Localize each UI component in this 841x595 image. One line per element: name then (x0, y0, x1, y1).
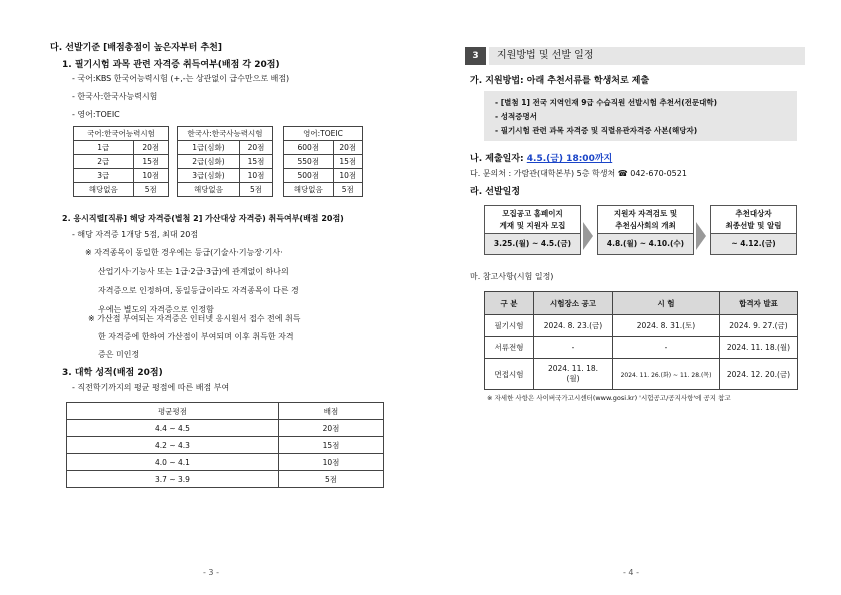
section-title-criteria: 다. 선발기준 [배점총점이 높은자부터 추천] (50, 43, 222, 53)
table-cell: - (534, 337, 613, 359)
table-header: 배점 (278, 403, 383, 420)
s2-line: ※ 가산점 부여되는 자격증은 인터넷 응시원서 접수 전에 취득 (88, 314, 301, 323)
table-cell: 5점 (278, 471, 383, 488)
step-title: 게재 및 지원자 모집 (499, 221, 566, 230)
table-cell: 4.4 ~ 4.5 (67, 420, 279, 437)
step-title: 추천심사회의 개최 (615, 221, 676, 230)
table-cell: 20점 (133, 141, 168, 155)
history-cert-table (177, 126, 273, 197)
table-cell: 해당없음 (178, 183, 240, 197)
table-cell: 2024. 11. 18.(월) (534, 359, 613, 390)
table-cell: 3.7 ~ 3.9 (67, 471, 279, 488)
how-to-apply-label: 가. 지원방법 (470, 76, 521, 86)
heading-written-test-certificates: 1. 필기시험 과목 관련 자격증 취득여부(배점 각 20점) (62, 60, 280, 70)
table-cell: 10점 (133, 169, 168, 183)
table-cell: 4.0 ~ 4.1 (67, 454, 279, 471)
how-to-apply-text: : 아래 추천서류를 학생처로 제출 (520, 76, 650, 86)
table-header: 구 분 (485, 292, 534, 315)
document-item: - 성적증명서 (495, 112, 537, 121)
submission-deadline: 4.5.(금) 18:00까지 (526, 154, 613, 164)
table-cell: 15점 (333, 155, 362, 169)
s2-line: 산업기사·기능사 또는 1급·2급·3급)에 관계없이 하나의 (98, 267, 289, 276)
table-cell: 15점 (278, 437, 383, 454)
contact-info: 다. 문의처 : 가람관(대학본부) 5층 학생처 ☎ 042-670-0521 (470, 169, 687, 178)
table-cell: 5점 (239, 183, 272, 197)
table-cell: 서류전형 (485, 337, 534, 359)
step-date: 4.8.(월) ~ 4.10.(수) (598, 233, 693, 254)
s2-line: 증은 미인정 (98, 350, 140, 359)
table-cell: 5점 (333, 183, 362, 197)
document-item: - 필기시험 관련 과목 자격증 및 직렬유관자격증 사본(해당자) (495, 126, 698, 135)
gpa-score-table (66, 402, 384, 488)
selection-schedule-heading: 라. 선발일정 (470, 187, 521, 197)
table-cell: - (613, 337, 720, 359)
bullet-gpa: - 직전학기까지의 평균 평점에 따른 배점 부여 (72, 383, 230, 392)
schedule-step-3 (710, 205, 797, 255)
bullet-korean: - 국어:KBS 한국어능력시험 (+,-는 상관없이 급수만으로 배점) (72, 74, 290, 83)
page-number-left: - 3 - (203, 568, 219, 577)
heading-additional-certificates: 2. 응시직렬[직류] 해당 자격증(별첨 2] 가산대상 자격증) 취득여부(배점 20점) (62, 214, 344, 223)
table-cell: 2024. 11. 26.(화) ~ 11. 28.(목) (613, 359, 720, 390)
step-title: 지원자 자격검토 및 (613, 209, 678, 218)
table-cell: 600점 (284, 141, 334, 155)
schedule-step-1 (484, 205, 581, 255)
table-cell: 2급 (74, 155, 134, 169)
table-header: 시험장소 공고 (534, 292, 613, 315)
step-title: 최종선발 및 알림 (725, 221, 782, 230)
s2-line: - 해당 자격증 1개당 5점, 최대 20점 (72, 230, 199, 239)
table-cell: 2024. 8. 23.(금) (534, 315, 613, 337)
table-cell: 3급(심화) (178, 169, 240, 183)
table-cell: 10점 (333, 169, 362, 183)
s2-line: 자격증으로 인정하며, 동일등급이라도 자격종목이 다른 경 (98, 286, 299, 295)
heading-gpa: 3. 대학 성적(배점 20점) (62, 368, 163, 378)
table-cell: 500점 (284, 169, 334, 183)
table-cell: 2024. 9. 27.(금) (720, 315, 798, 337)
footnote: ※ 자세한 사항은 사이버국가고시센터(www.gosi.kr) '시험공고/공지사항'에 공지 참고 (487, 394, 731, 402)
table-header: 합격자 발표 (720, 292, 798, 315)
section-number-badge: 3 (465, 47, 486, 65)
table-cell: 필기시험 (485, 315, 534, 337)
reference-heading: 마. 참고사항(시험 일정) (470, 272, 554, 281)
page-number-right: - 4 - (623, 568, 639, 577)
bullet-english: - 영어:TOEIC (72, 110, 120, 119)
table-cell: 3급 (74, 169, 134, 183)
table-cell: 2024. 8. 31.(토) (613, 315, 720, 337)
table-cell: 5점 (133, 183, 168, 197)
arrow-right-icon (583, 222, 593, 250)
submission-date (470, 151, 612, 164)
table-cell: 550점 (284, 155, 334, 169)
table-cell: 면접시험 (485, 359, 534, 390)
english-cert-table (283, 126, 363, 197)
table-header: 평균평점 (67, 403, 279, 420)
table-cell: 15점 (239, 155, 272, 169)
table-cell: 해당없음 (284, 183, 334, 197)
table-cell: 2024. 11. 18.(월) (720, 337, 798, 359)
table-header: 시 험 (613, 292, 720, 315)
table-cell: 해당없음 (74, 183, 134, 197)
s2-line: 우에는 별도의 자격증으로 인정함 (98, 305, 214, 314)
table-header: 영어:TOEIC (284, 127, 363, 141)
korean-cert-table (73, 126, 169, 197)
exam-schedule-table (484, 291, 798, 390)
table-cell: 2024. 12. 20.(금) (720, 359, 798, 390)
table-cell: 2급(심화) (178, 155, 240, 169)
arrow-right-icon (696, 222, 706, 250)
table-header: 국어:한국어능력시험 (74, 127, 169, 141)
how-to-apply (470, 73, 649, 86)
section-title-bar: 지원방법 및 선발 일정 (489, 47, 805, 65)
table-cell: 10점 (239, 169, 272, 183)
table-cell: 20점 (278, 420, 383, 437)
table-cell: 20점 (333, 141, 362, 155)
table-cell: 15점 (133, 155, 168, 169)
table-cell: 1급 (74, 141, 134, 155)
table-cell: 10점 (278, 454, 383, 471)
s2-line: ※ 자격종목이 동일한 경우에는 등급(기술사·기능장·기사· (85, 248, 283, 257)
table-cell: 1급(심화) (178, 141, 240, 155)
table-header: 한국사:한국사능력시험 (178, 127, 273, 141)
submission-date-label: 나. 제출일자: (470, 154, 524, 164)
s2-line: 한 자격증에 한하여 가산점이 부여되며 이후 취득한 자격 (98, 332, 294, 341)
table-cell: 4.2 ~ 4.3 (67, 437, 279, 454)
document-item: - [별첨 1] 전국 지역인재 9급 수습직원 선발시험 추천서(전문대학) (495, 98, 718, 107)
step-title: 모집공고 홈페이지 (502, 209, 563, 218)
schedule-step-2 (597, 205, 694, 255)
step-date: ~ 4.12.(금) (711, 233, 796, 254)
table-cell: 20점 (239, 141, 272, 155)
bullet-history: - 한국사:한국사능력시험 (72, 92, 158, 101)
step-date: 3.25.(월) ~ 4.5.(금) (485, 233, 580, 254)
step-title: 추천대상자 (735, 209, 772, 218)
